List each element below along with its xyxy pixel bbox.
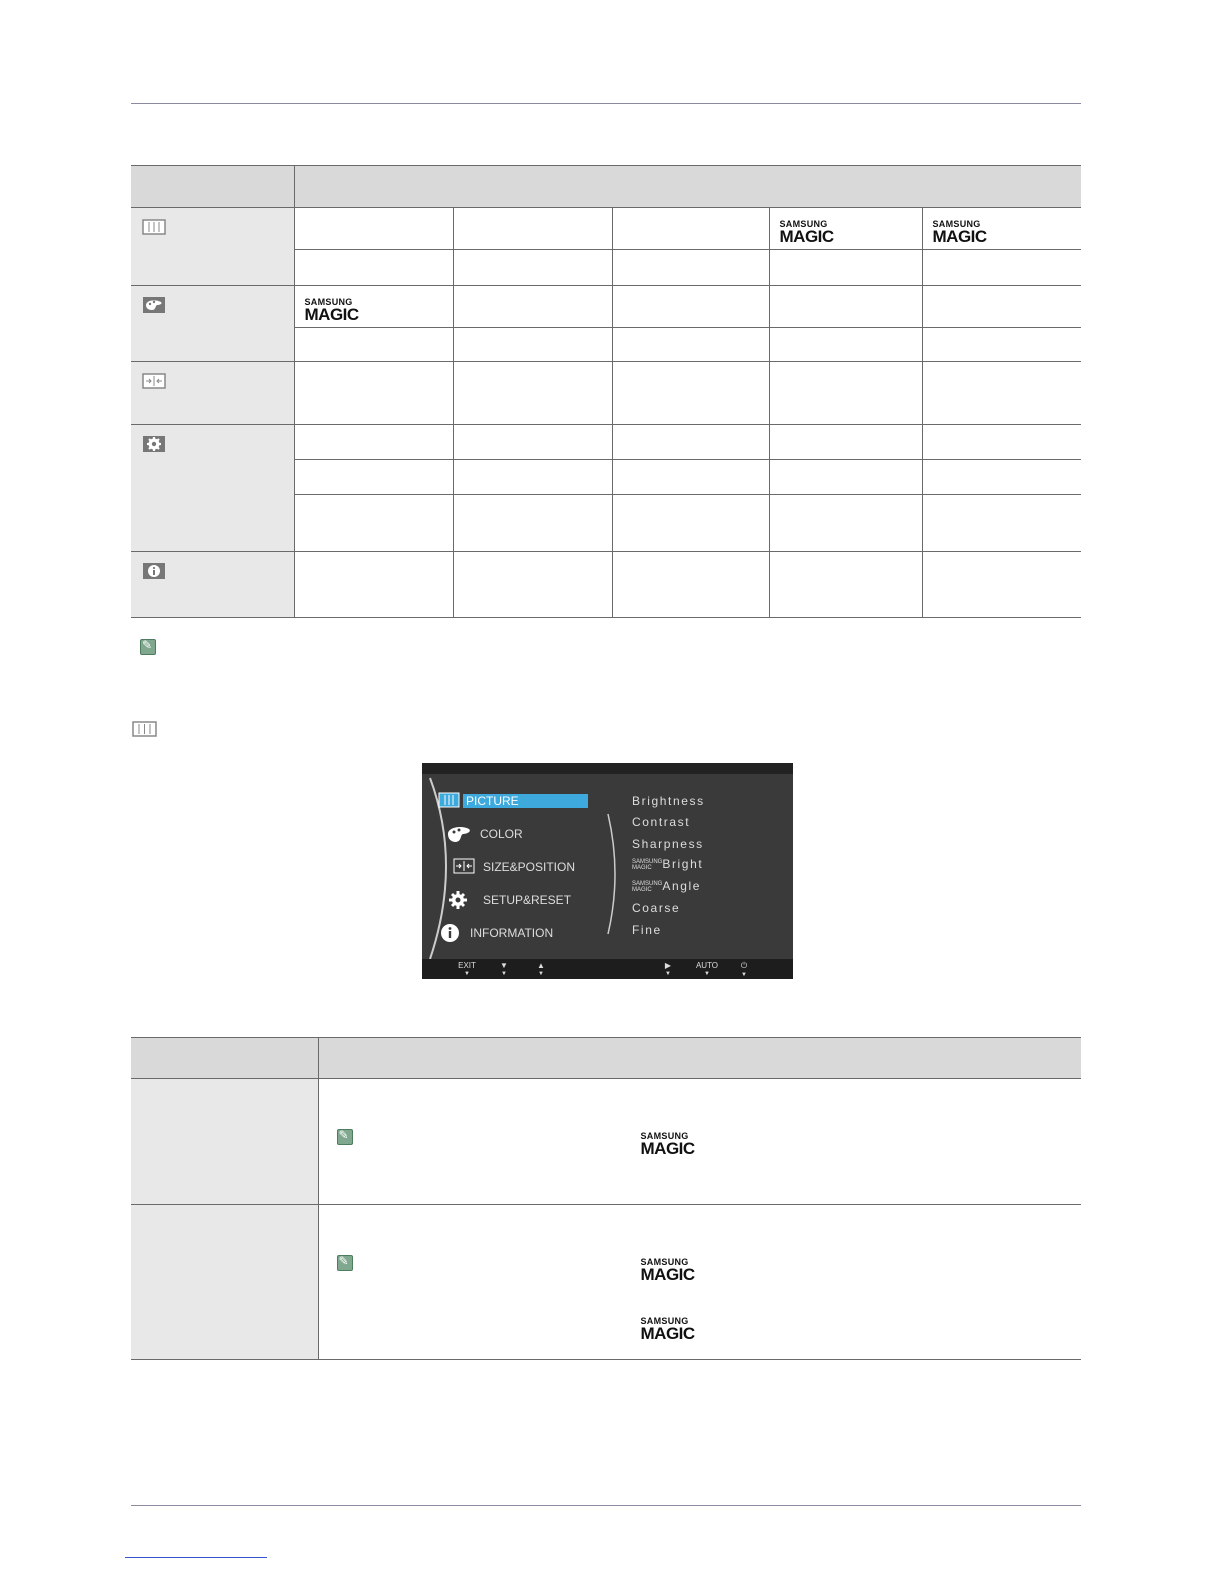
- category-information: [131, 552, 294, 618]
- table-cell: [922, 286, 1081, 328]
- samsung-magic-logo: SAMSUNG MAGIC: [932, 219, 987, 246]
- category-setup-reset: [131, 425, 294, 552]
- table-cell: [453, 552, 612, 618]
- osd-submenu-fine[interactable]: Fine: [632, 923, 662, 937]
- samsung-magic-logo: SAMSUNG MAGIC: [640, 1131, 695, 1158]
- table-cell: [612, 286, 769, 328]
- table-cell: [769, 208, 922, 250]
- table-cell: [769, 495, 922, 552]
- category-color: [131, 286, 294, 362]
- table-cell: [769, 362, 922, 425]
- table-cell: [922, 552, 1081, 618]
- row-label-cell: [131, 1205, 318, 1360]
- size-position-icon: [142, 372, 166, 390]
- samsung-magic-logo: SAMSUNG MAGIC: [304, 297, 359, 324]
- note-pencil-icon: [140, 639, 156, 655]
- picture-icon: [132, 720, 158, 738]
- table-cell: [294, 328, 453, 362]
- table-cell: [294, 362, 453, 425]
- category-size-position: [131, 362, 294, 425]
- size-position-icon: [453, 858, 475, 874]
- samsung-magic-logo: SAMSUNG MAGIC: [640, 1316, 695, 1343]
- osd-menu-color[interactable]: COLOR: [480, 827, 523, 841]
- table-header-cell: [131, 166, 294, 208]
- table-cell: [922, 250, 1081, 286]
- table-cell: [453, 425, 612, 460]
- note-pencil-icon: [337, 1129, 353, 1145]
- osd-submenu-magic-bright[interactable]: SAMSUNG MAGIC Bright: [632, 857, 704, 871]
- osd-submenu-coarse[interactable]: Coarse: [632, 901, 681, 915]
- table-cell: [612, 495, 769, 552]
- row-content-cell: [318, 1205, 1081, 1360]
- setup-gear-icon: [448, 890, 468, 910]
- osd-down-button[interactable]: ▼ ▼: [500, 961, 508, 977]
- table-cell: [612, 425, 769, 460]
- table-cell: [612, 208, 769, 250]
- row-content-cell: [318, 1079, 1081, 1205]
- bottom-rule: [131, 1505, 1081, 1506]
- osd-auto-button[interactable]: AUTO ▼: [695, 961, 719, 977]
- table-header-cell: [131, 1038, 318, 1079]
- osd-menu-screenshot: [422, 763, 793, 979]
- table-cell: [769, 250, 922, 286]
- osd-menu-size-position[interactable]: SIZE&POSITION: [483, 860, 576, 874]
- menu-overview-table: [131, 165, 1081, 618]
- top-rule: [131, 103, 1081, 104]
- table-cell: [294, 460, 453, 495]
- table-cell: [612, 362, 769, 425]
- table-cell: [453, 362, 612, 425]
- information-icon: [440, 923, 460, 943]
- picture-menu-table: [131, 1037, 1081, 1360]
- osd-submenu-contrast[interactable]: Contrast: [632, 815, 691, 829]
- table-cell: [612, 552, 769, 618]
- table-cell: [769, 328, 922, 362]
- table-cell: [922, 208, 1081, 250]
- table-cell: [612, 328, 769, 362]
- table-cell: [769, 460, 922, 495]
- osd-exit-button[interactable]: EXIT ▼: [458, 961, 476, 977]
- osd-submenu-sharpness[interactable]: Sharpness: [632, 837, 704, 851]
- osd-submenu-brightness[interactable]: Brightness: [632, 794, 705, 808]
- table-cell: [294, 208, 453, 250]
- table-cell: [922, 460, 1081, 495]
- setup-gear-icon: [142, 435, 166, 453]
- table-cell: [922, 328, 1081, 362]
- table-cell: [294, 250, 453, 286]
- color-palette-icon: [142, 296, 166, 314]
- note-pencil-icon: [337, 1255, 353, 1271]
- table-cell: [294, 425, 453, 460]
- table-cell: [453, 286, 612, 328]
- table-cell: [294, 552, 453, 618]
- table-cell: [922, 495, 1081, 552]
- table-cell: [453, 495, 612, 552]
- table-cell: [453, 208, 612, 250]
- osd-submenu-magic-angle[interactable]: SAMSUNG MAGIC Angle: [632, 879, 702, 893]
- table-header-cell: [294, 166, 1081, 208]
- table-cell: [769, 425, 922, 460]
- samsung-magic-mini-logo: SAMSUNG MAGIC: [632, 858, 663, 871]
- osd-menu-setup-reset[interactable]: SETUP&RESET: [483, 893, 572, 907]
- table-cell: [769, 286, 922, 328]
- row-label-cell: [131, 1079, 318, 1205]
- osd-menu-picture[interactable]: PICTURE: [463, 794, 588, 808]
- osd-up-button[interactable]: ▲ ▼: [537, 961, 545, 977]
- picture-icon: [142, 218, 166, 236]
- samsung-magic-logo: SAMSUNG MAGIC: [640, 1257, 695, 1284]
- samsung-magic-mini-logo: SAMSUNG MAGIC: [632, 880, 663, 893]
- table-cell: [922, 362, 1081, 425]
- osd-power-button[interactable]: ⏻ ▼: [740, 961, 748, 978]
- osd-menu-information[interactable]: INFORMATION: [470, 926, 554, 940]
- table-cell: [453, 328, 612, 362]
- table-cell: [294, 286, 453, 328]
- color-palette-icon: [446, 824, 472, 846]
- osd-enter-button[interactable]: ▶ ▼: [664, 961, 672, 977]
- table-cell: [453, 250, 612, 286]
- picture-icon: [438, 792, 460, 808]
- table-cell: [769, 552, 922, 618]
- table-cell: [612, 460, 769, 495]
- information-icon: [142, 562, 166, 580]
- osd-top-bar: [422, 763, 793, 774]
- table-cell: [612, 250, 769, 286]
- table-cell: [453, 460, 612, 495]
- table-cell: [922, 425, 1081, 460]
- table-cell: [294, 495, 453, 552]
- category-picture: [131, 208, 294, 286]
- table-header-cell: [318, 1038, 1081, 1079]
- link-underline[interactable]: [125, 1557, 267, 1558]
- samsung-magic-logo: SAMSUNG MAGIC: [779, 219, 834, 246]
